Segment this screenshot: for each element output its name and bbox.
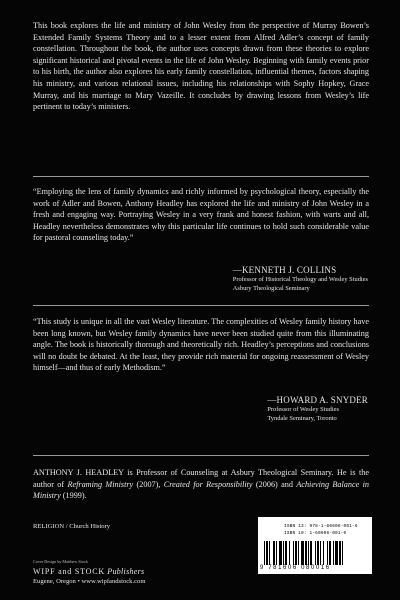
endorser-name: —KENNETH J. COLLINS	[232, 265, 337, 275]
bio-text: (1999).	[60, 491, 87, 501]
endorsement-quote-collins: “Employing the lens of family dynamics and richly informed by psychological theory, especially the work of Adler and Bowen, Anthony Headley has explored the life and ministry of John Wesley in a fresh and engaging way. Portraying Wesley in a very frank and honest fashion, with warts and all, Headley nevertheless demonstrates why this particular life continues to hold such considerable value for pastoral counseling today.”	[33, 187, 369, 243]
publisher-suffix: Publishers	[104, 567, 145, 576]
endorser-title: Professor of Historical Theology and Wesley Studies	[232, 276, 368, 283]
isbn-10: ISBN 10: 1-60608-001-6	[284, 531, 347, 536]
publisher-address: Eugene, Oregon • www.wipfandstock.com	[33, 578, 146, 585]
bio-book-title: Created for Responsibility	[163, 479, 253, 489]
bisac-category: RELIGION / Church History	[33, 523, 111, 530]
divider-middle	[33, 305, 369, 306]
endorser-name: —HOWARD A. SNYDER	[267, 395, 368, 405]
bio-text: (2007),	[133, 479, 164, 489]
endorsement-attribution-snyder	[267, 394, 368, 423]
bio-book-title: Reframing Ministry	[67, 479, 134, 489]
cover-design-credit: Cover Design by Matthew Stock	[33, 559, 88, 564]
bio-lead: ANTHONY J. HEADLEY is Professor of Counseling at Asbury Theological Seminary. He is the author of	[33, 468, 369, 489]
bio-text: (2006) and	[252, 479, 297, 489]
endorsement-attribution-collins	[233, 264, 368, 293]
publisher-name: WIPF and STOCK	[33, 567, 105, 576]
publisher-logo	[33, 567, 144, 576]
bio-book-title: Achieving Balance in Ministry	[33, 479, 369, 501]
endorser-institution: Asbury Theological Seminary	[232, 284, 310, 292]
book-description: This book explores the life and ministry of John Wesley from the perspective of Murray Bowen’s Extended Family Systems Theory and to a lesser extent from Alfred Adler’s concept of family constellation. Throughout the book, the author uses concepts drawn from these theories to explore significant historical and pivotal events in the life of John Wesley. Beginning with family events prior to his birth, the author also explores his early family constellation, influential themes, factors shaping his ministry, and various relational issues, including his relationships with Sophy Hopkey, Grace Murray, and his marriage to Mary Vazeille. It concludes by drawing lessons from Wesley’s life pertinent to today’s ministers.	[33, 21, 369, 112]
divider-top	[33, 176, 369, 177]
endorser-institution: Tyndale Seminary, Toronto	[267, 414, 337, 422]
barcode-icon	[264, 541, 366, 565]
author-bio	[33, 467, 369, 502]
isbn-13: ISBN 13: 978-1-60608-001-6	[284, 524, 358, 529]
divider-bottom	[33, 455, 369, 456]
endorsement-quote-snyder: “This study is unique in all the vast Wesley literature. The complexities of Wesley family history have been long known, but Wesley family dynamics have never been studied quite from this illuminating angle. The book is historically thorough and theoretically rich. Headley’s perceptions and conclusions will no doubt be debated. At the least, they provide rich material for ongoing reassessment of Wesley himself—and thus of early Methodism.”	[33, 317, 369, 373]
barcode-panel	[258, 517, 372, 574]
endorser-title: Professor of Wesley Studies	[267, 406, 339, 413]
barcode-digits: 9 781606 080016	[260, 565, 331, 571]
